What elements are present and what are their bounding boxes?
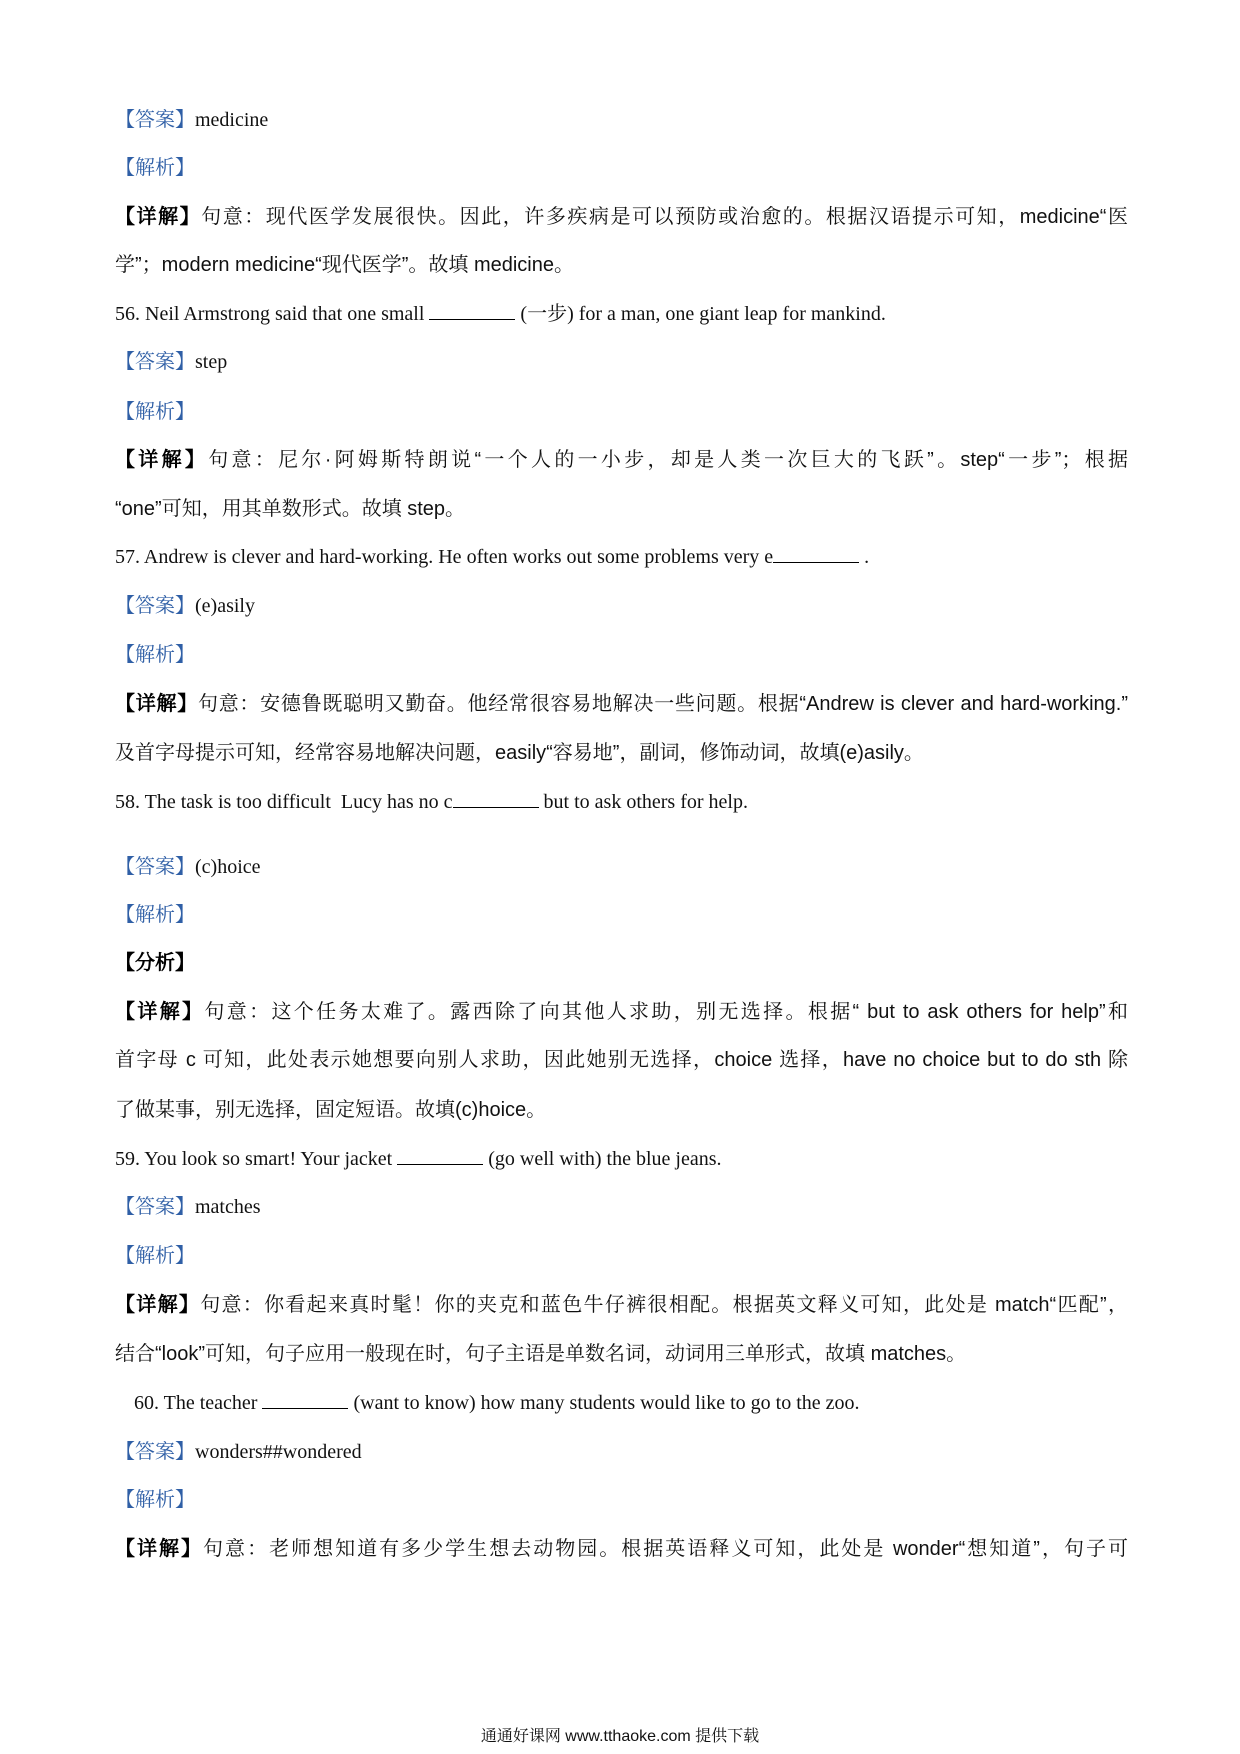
question-text: . — [864, 546, 870, 568]
q60-detail-line-1 — [115, 1533, 1128, 1565]
question-text: 57. Andrew is clever and hard-working. He often works out some problems very e — [115, 546, 774, 568]
answer-text: medicine — [195, 109, 269, 131]
q56-detail-line-1 — [115, 444, 1128, 476]
answer-text: step — [195, 351, 228, 373]
page-footer: 通通好课网 www.tthaoke.com 提供下载 — [480, 1728, 760, 1745]
analysis-label: 【解析】 — [115, 1489, 195, 1511]
analysis-label: 【解析】 — [115, 401, 195, 423]
analysis-label: 【解析】 — [115, 1245, 195, 1267]
q55-detail-line-1 — [115, 201, 1128, 233]
q59-analysis-line — [115, 1240, 1128, 1272]
detail-label: 【详解】 — [115, 693, 198, 715]
question-text: 56. Neil Armstrong said that one small — [115, 303, 425, 325]
q55-detail-line-2 — [115, 249, 1128, 281]
detail-text: 句意：老师想知道有多少学生想去动物园。根据英语释义可知，此处是 wonder“想知道”，句子可 — [203, 1538, 1128, 1560]
q57-detail-line-1 — [115, 688, 1128, 720]
answer-blank — [453, 789, 539, 808]
question-text: (一步) for a man, one giant leap for mankind. — [520, 303, 886, 325]
question-text: 59. You look so smart! Your jacket — [115, 1148, 393, 1170]
answer-text: matches — [195, 1196, 261, 1218]
answer-label: 【答案】 — [115, 856, 195, 878]
answer-blank — [262, 1390, 348, 1409]
q57-question — [115, 541, 1128, 573]
q55-analysis-line — [115, 152, 1128, 184]
q59-detail-line-1 — [115, 1289, 1128, 1321]
detail-text: 了做某事，别无选择，固定短语。故填(c)hoice。 — [115, 1099, 547, 1121]
q58-detail-line-2 — [115, 1044, 1128, 1076]
detail-text: 句意：现代医学发展很快。因此，许多疾病是可以预防或治愈的。根据汉语提示可知，medicine“医 — [201, 206, 1128, 228]
detail-text: 首字母 c 可知，此处表示她想要向别人求助，因此她别无选择，choice 选择，have no choice but to do sth 除 — [115, 1049, 1128, 1071]
detail-label: 【详解】 — [115, 1001, 205, 1023]
detail-text: 结合“look”可知，句子应用一般现在时，句子主语是单数名词，动词用三单形式，故填 matches。 — [115, 1343, 967, 1365]
q58-question — [115, 786, 1128, 818]
q60-answer-line — [115, 1436, 1128, 1468]
q57-answer-line — [115, 590, 1128, 622]
question-text: but to ask others for help. — [543, 791, 748, 813]
q58-analysis-line — [115, 899, 1128, 931]
detail-text: 句意：这个任务太难了。露西除了向其他人求助，别无选择。根据“ but to ask others for help”和 — [204, 1001, 1128, 1023]
q59-detail-line-2 — [115, 1338, 1128, 1370]
answer-label: 【答案】 — [115, 351, 195, 373]
q56-detail-line-2 — [115, 493, 1128, 525]
q58-detail-line-3 — [115, 1094, 1128, 1126]
answer-label: 【答案】 — [115, 109, 195, 131]
question-text: (go well with) the blue jeans. — [488, 1148, 722, 1170]
q60-analysis-line — [115, 1484, 1128, 1516]
q57-analysis-line — [115, 639, 1128, 671]
q58-detail-line-1 — [115, 996, 1128, 1028]
answer-blank — [773, 544, 859, 563]
q59-question — [115, 1143, 1128, 1175]
q60-question — [134, 1387, 1128, 1419]
detail-text: “one”可知，用其单数形式。故填 step。 — [115, 498, 466, 520]
q56-answer-line — [115, 346, 1128, 378]
q55-answer-line — [115, 104, 1128, 136]
analysis-label: 【解析】 — [115, 644, 195, 666]
answer-blank — [429, 301, 515, 320]
detail-text: 句意：尼尔·阿姆斯特朗说“一个人的一小步，却是人类一次巨大的飞跃”。step“一步”；根据 — [208, 449, 1128, 471]
detail-text: 及首字母提示可知，经常容易地解决问题，easily“容易地”，副词，修饰动词，故填(e)asily。 — [115, 742, 924, 764]
question-text: (want to know) how many students would like to go to the zoo. — [353, 1392, 860, 1414]
answer-blank — [397, 1146, 483, 1165]
q56-analysis-line — [115, 396, 1128, 428]
q56-question — [115, 298, 1128, 330]
detail-text: 句意：你看起来真时髦！你的夹克和蓝色牛仔裤很相配。根据英文释义可知，此处是 match“匹配”， — [200, 1294, 1128, 1316]
answer-label: 【答案】 — [115, 1441, 195, 1463]
detail-label: 【详解】 — [115, 449, 209, 471]
answer-label: 【答案】 — [115, 595, 195, 617]
fenxi-label: 【分析】 — [115, 952, 195, 974]
detail-text: 学”；modern medicine“现代医学”。故填 medicine。 — [115, 254, 574, 276]
question-text: 58. The task is too difficult Lucy has no c — [115, 791, 453, 813]
question-text: 60. The teacher — [134, 1392, 258, 1414]
answer-text: (e)asily — [195, 595, 255, 617]
q58-answer-line — [115, 851, 1128, 883]
detail-label: 【详解】 — [115, 206, 202, 228]
detail-label: 【详解】 — [115, 1538, 204, 1560]
answer-text: (c)hoice — [195, 856, 261, 878]
detail-label: 【详解】 — [115, 1294, 201, 1316]
detail-text: 句意：安德鲁既聪明又勤奋。他经常很容易地解决一些问题。根据“Andrew is clever and hard-working.” — [197, 693, 1128, 715]
answer-label: 【答案】 — [115, 1196, 195, 1218]
analysis-label: 【解析】 — [115, 157, 195, 179]
q58-analysis2-line — [115, 947, 1128, 979]
analysis-label: 【解析】 — [115, 904, 195, 926]
q59-answer-line — [115, 1191, 1128, 1223]
q57-detail-line-2 — [115, 737, 1128, 769]
answer-text: wonders##wondered — [195, 1441, 362, 1463]
